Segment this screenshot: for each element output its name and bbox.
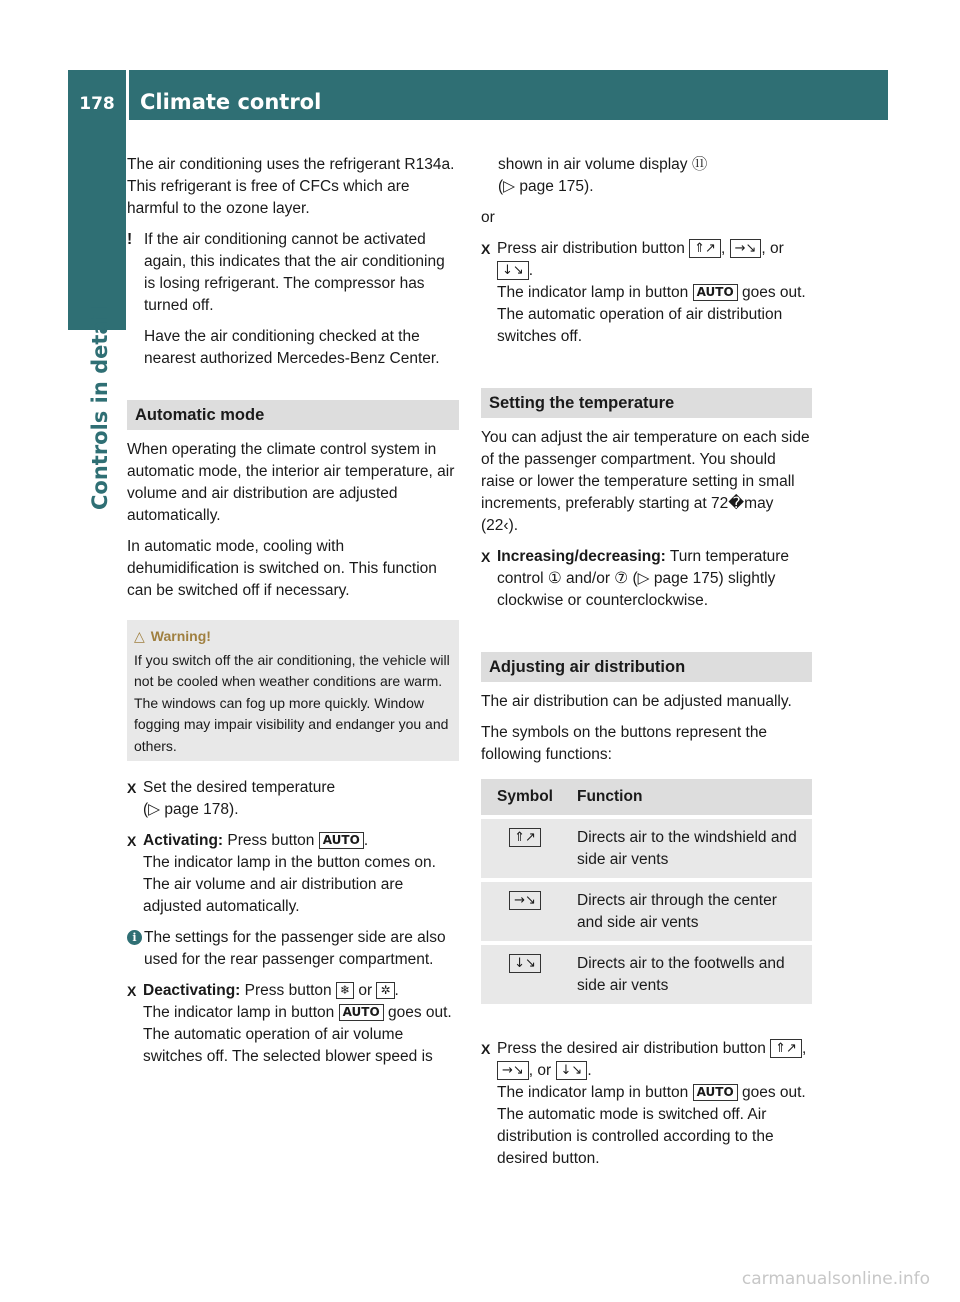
set-temperature-step: X Set the desired temperature (▷ page 178). bbox=[127, 779, 336, 818]
auto-button-icon: AUTO bbox=[693, 284, 738, 301]
page-number: 178 bbox=[79, 94, 115, 114]
exclamation-icon: ! bbox=[127, 231, 133, 248]
distribution-paragraph-1: The air distribution can be adjusted manually. bbox=[481, 693, 792, 710]
footwell-vent-icon: ↓↘ bbox=[497, 261, 529, 280]
note-text-2: Have the air conditioning checked at the nearest authorized Mercedes-Benz Center. bbox=[144, 328, 440, 367]
function-cell: Directs air through the center and side air vents bbox=[569, 882, 812, 941]
automatic-paragraph-2: In automatic mode, cooling with dehumidification is switched on. This function can be switched off if necessary. bbox=[127, 538, 437, 599]
table-row bbox=[481, 882, 812, 941]
setting-temperature-heading: Setting the temperature bbox=[481, 388, 812, 418]
warning-title: △ Warning! bbox=[134, 628, 211, 644]
step-arrow-icon: X bbox=[127, 780, 137, 796]
adjusting-distribution-heading: Adjusting air distribution bbox=[481, 652, 812, 682]
activating-result: The indicator lamp in the button comes on. The air volume and air distribution are adjusted automatically. bbox=[143, 854, 436, 915]
right-column bbox=[481, 154, 812, 1179]
warning-box bbox=[127, 620, 459, 761]
side-tab bbox=[68, 120, 126, 330]
function-cell: Directs air to the footwells and side air vents bbox=[569, 945, 812, 1004]
press-distribution-step: X Press air distribution button ⇑↗ , →↘ , or ↓↘ . The indicator lamp in button AUTO goes out. The automatic operation of air distribution switches off. bbox=[481, 240, 806, 345]
refrigerant-note bbox=[127, 229, 459, 370]
automatic-paragraph-1: When operating the climate control system in automatic mode, the interior air temperature, air volume and air distribution are adjusted automatically. bbox=[127, 441, 455, 524]
watermark: carmanualsonline.info bbox=[741, 1269, 930, 1289]
step-arrow-icon: X bbox=[127, 983, 137, 999]
auto-button-icon: AUTO bbox=[693, 1084, 738, 1101]
header-divider bbox=[126, 70, 129, 120]
deactivating-label: Deactivating: bbox=[143, 982, 241, 999]
deactivating-step: X Deactivating: Press button ❄ or ✲ . The indicator lamp in button AUTO goes out. The automatic operation of air volume switches off. The selected blower speed is bbox=[127, 982, 452, 1065]
temperature-paragraph: You can adjust the air temperature on each side of the passenger compartment. You should raise or lower the temperature setting in small increments, preferably starting at 72�may (22‹). bbox=[481, 429, 810, 534]
warning-text: If you switch off the air conditioning, the vehicle will not be cooled when weather conditions are warm. The windows can fog up more quickly. Window fogging may impair visibility and endanger you and others. bbox=[134, 651, 450, 754]
intro-paragraph: The air conditioning uses the refrigerant R134a. This refrigerant is free of CFCs which are harmful to the ozone layer. bbox=[127, 156, 455, 217]
table-header-row bbox=[481, 779, 812, 815]
step-arrow-icon: X bbox=[127, 833, 137, 849]
step-arrow-icon: X bbox=[481, 549, 491, 565]
temperature-step: X Increasing/decreasing: Turn temperature control ① and/or ⑦ (▷ page 175) slightly clockwise or counterclockwise. bbox=[481, 548, 790, 609]
step-arrow-icon: X bbox=[481, 241, 491, 257]
center-vent-icon: →↘ bbox=[481, 882, 569, 941]
step-arrow-icon: X bbox=[481, 1041, 491, 1057]
symbol-function-table bbox=[481, 775, 812, 1008]
footwell-vent-icon: ↓↘ bbox=[556, 1061, 588, 1080]
chapter-title: Climate control bbox=[140, 90, 322, 114]
auto-button-icon: AUTO bbox=[319, 832, 364, 849]
center-vent-icon: →↘ bbox=[730, 239, 762, 258]
or-text: or bbox=[481, 209, 495, 226]
warning-triangle-icon: △ bbox=[134, 628, 145, 644]
footwell-vent-icon: ↓↘ bbox=[481, 945, 569, 1004]
left-column bbox=[127, 154, 459, 1077]
info-note: i The settings for the passenger side are also used for the rear passenger compartment. bbox=[127, 927, 459, 971]
distribution-paragraph-2: The symbols on the buttons represent the following functions: bbox=[481, 724, 768, 763]
fan-low-button-icon: ❄ bbox=[336, 982, 354, 999]
side-section-title: Controls in detail bbox=[88, 306, 112, 510]
symbol-column-header: Symbol bbox=[481, 779, 569, 815]
auto-button-icon: AUTO bbox=[339, 1004, 384, 1021]
automatic-mode-heading: Automatic mode bbox=[127, 400, 459, 430]
press-desired-step: X Press the desired air distribution button ⇑↗ , →↘ , or ↓↘ . The indicator lamp in button AUTO goes out. The automatic mode is switched off. Air distribution is controlled according to the desired button. bbox=[481, 1040, 807, 1167]
windshield-vent-icon: ⇑↗ bbox=[689, 239, 721, 258]
table-row bbox=[481, 819, 812, 878]
activating-step: X Activating: Press button AUTO . The indicator lamp in the button comes on. The air volume and air distribution are adjusted automatically. bbox=[127, 830, 459, 918]
windshield-vent-icon: ⇑↗ bbox=[481, 819, 569, 878]
continued-text: shown in air volume display ⑪ (▷ page 175). bbox=[498, 156, 708, 195]
table-row bbox=[481, 945, 812, 1004]
increasing-decreasing-label: Increasing/decreasing: bbox=[497, 548, 666, 565]
center-vent-icon: →↘ bbox=[497, 1061, 529, 1080]
activating-label: Activating: bbox=[143, 832, 224, 849]
function-cell: Directs air to the windshield and side air vents bbox=[569, 819, 812, 878]
function-column-header: Function bbox=[569, 779, 812, 815]
windshield-vent-icon: ⇑↗ bbox=[770, 1039, 802, 1058]
fan-high-button-icon: ✲ bbox=[376, 982, 394, 999]
note-text: If the air conditioning cannot be activated again, this indicates that the air conditioning is losing refrigerant. The compressor has turned off. bbox=[144, 231, 445, 314]
info-icon: i bbox=[127, 930, 142, 945]
